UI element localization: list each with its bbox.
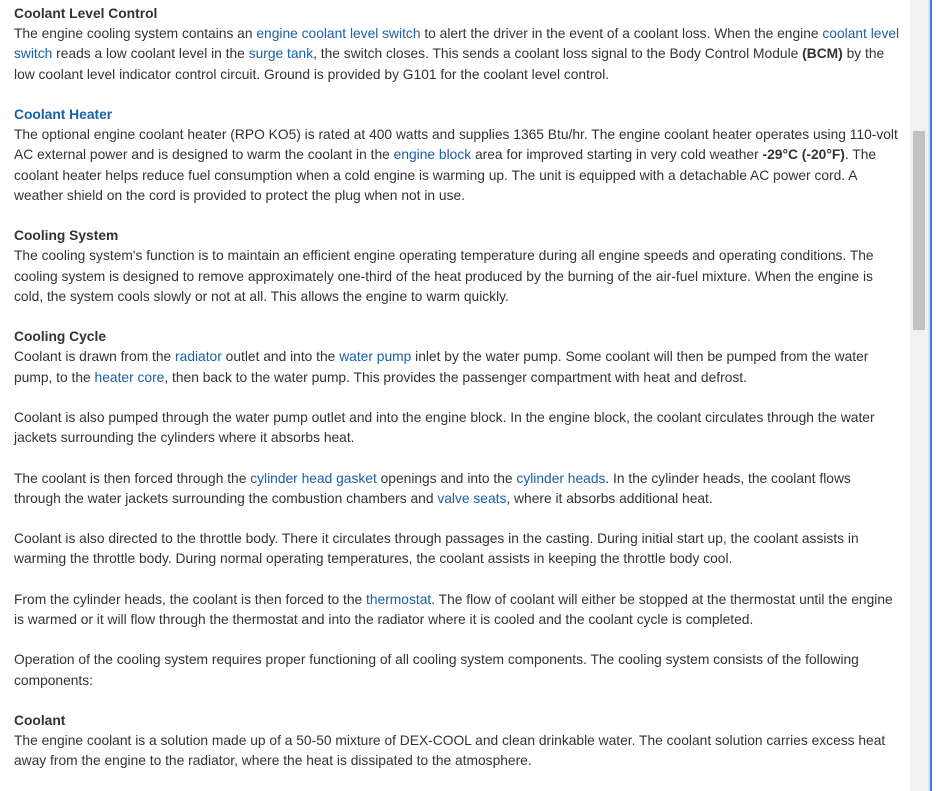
link-thermostat[interactable]: thermostat <box>366 591 432 607</box>
text-run: The coolant is then forced through the <box>14 470 251 486</box>
heading-coolant: Coolant <box>14 712 66 728</box>
heading-coolant-level-control: Coolant Level Control <box>14 6 158 21</box>
link-cylinder-head-gasket[interactable]: cylinder head gasket <box>250 470 377 486</box>
paragraph-cycle-3 <box>14 469 900 509</box>
text-run: Operation of the cooling system requires proper functioning of all cooling system components. The cooling system consists of the following components: <box>14 652 859 688</box>
paragraph-cycle-2 <box>14 408 900 448</box>
heading-cooling-system: Cooling System <box>14 228 119 244</box>
bold-bcm: (BCM) <box>802 46 843 62</box>
section-cooling-cycle <box>14 327 900 691</box>
section-coolant-heater <box>14 105 900 206</box>
link-radiator[interactable]: radiator <box>175 349 222 365</box>
text-run: to alert the driver in the event of a coolant loss. When the engine <box>420 26 823 42</box>
text-run: From the cylinder heads, the coolant is then forced to the <box>14 591 367 607</box>
text-run: The cooling system's function is to maintain an efficient engine operating temperature during all engine speeds and operating conditions. The cooling system is designed to remove approximately one-third of the heat produced by the burning of the air-fuel mixture. When the engine is cold, the system cools slowly or not at all. This allows the engine to warm quickly. <box>14 248 874 304</box>
window-edge <box>928 0 936 791</box>
text-run: . In the cylinder heads, the coolant flows through the water jackets surrounding the combustion chambers and <box>14 470 851 506</box>
link-cylinder-heads[interactable]: cylinder heads <box>516 470 606 486</box>
section-coolant <box>14 711 900 772</box>
text-run: inlet by the water pump. Some coolant will then be pumped from the water pump, to the <box>14 349 869 385</box>
link-surge-tank[interactable]: surge tank <box>248 46 314 62</box>
text-run: The engine cooling system contains an <box>14 26 257 42</box>
paragraph-cycle-6 <box>14 650 900 690</box>
link-coolant-level-switch[interactable]: coolant level switch <box>14 26 900 62</box>
paragraph-cycle-5 <box>14 590 900 630</box>
text-run: . The flow of coolant will either be stopped at the thermostat until the engine is warmed or it will flow through the thermostat and into the radiator where it is cooled and the coolant cycle is completed. <box>14 591 893 627</box>
text-run: by the low coolant level indicator control circuit. Ground is provided by G101 for the coolant level control. <box>14 46 885 82</box>
heading-cooling-cycle: Cooling Cycle <box>14 329 106 345</box>
paragraph-cycle-4 <box>14 529 900 569</box>
document-content <box>14 4 900 791</box>
text-run: outlet and into the <box>221 349 340 365</box>
text-run: The optional engine coolant heater (RPO KO5) is rated at 400 watts and supplies 1365 Btu/hr. The engine coolant heater operates using 110-volt AC external power and is designed to warm the coolant in the <box>14 127 898 163</box>
bold-temperature: -29°C (-20°F) <box>762 147 845 163</box>
link-engine-coolant-level-switch[interactable]: engine coolant level switch <box>256 26 421 42</box>
paragraph-cycle-1 <box>14 347 900 387</box>
text-run: openings and into the <box>376 470 517 486</box>
text-run: , where it absorbs additional heat. <box>506 490 713 506</box>
text-run: Coolant is also directed to the throttle body. There it circulates through passages in the casting. During initial start up, the coolant assists in warming the throttle body. During normal operating temperatures, the coolant assists in keeping the throttle body cool. <box>14 531 859 567</box>
vertical-scrollbar[interactable] <box>910 0 928 791</box>
scrollbar-thumb[interactable] <box>913 131 925 330</box>
text-run: Coolant is also pumped through the water pump outlet and into the engine block. In the engine block, the coolant circulates through the water jackets surrounding the cylinders where it absorbs heat. <box>14 410 875 446</box>
link-engine-block[interactable]: engine block <box>393 147 472 163</box>
heading-link-coolant-heater[interactable]: Coolant Heater <box>14 107 113 122</box>
text-run: , then back to the water pump. This provides the passenger compartment with heat and defrost. <box>164 369 747 385</box>
section-cooling-system <box>14 226 900 307</box>
text-run: . The coolant heater helps reduce fuel consumption when a cold engine is warming up. The unit is equipped with a detachable AC power cord. A weather shield on the cord is provided to protect the plug when not in use. <box>14 147 877 203</box>
text-run: Coolant is drawn from the <box>14 349 176 365</box>
text-run: reads a low coolant level in the <box>52 46 249 62</box>
text-run: area for improved starting in very cold weather <box>471 147 763 163</box>
link-valve-seats[interactable]: valve seats <box>437 490 507 506</box>
text-run: The engine coolant is a solution made up of a 50-50 mixture of DEX-COOL and clean drinkable water. The coolant solution carries excess heat away from the engine to the radiator, where the heat is dissipated to the atmosphere. <box>14 733 886 769</box>
section-coolant-level-control <box>14 4 900 85</box>
text-run: , the switch closes. This sends a coolant loss signal to the Body Control Module <box>313 46 803 62</box>
link-heater-core[interactable]: heater core <box>94 369 165 385</box>
link-water-pump[interactable]: water pump <box>339 349 412 365</box>
